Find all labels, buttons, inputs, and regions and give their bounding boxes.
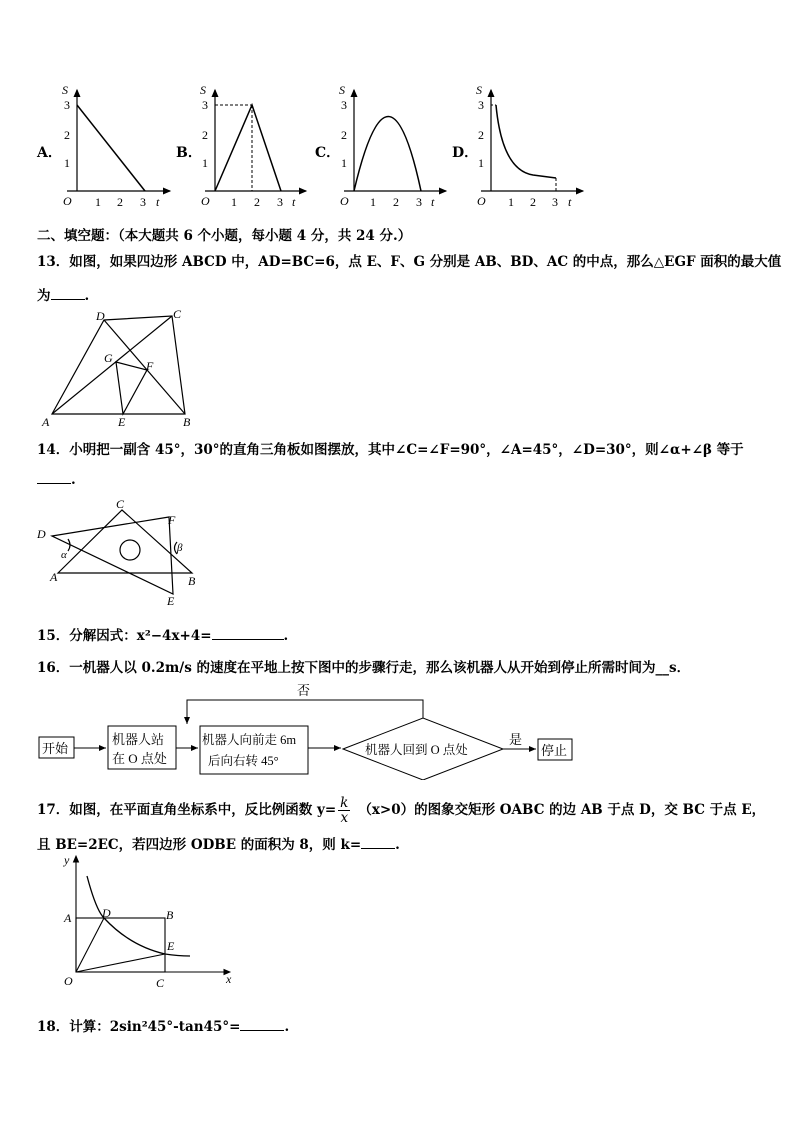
q12-graphs: [0, 80, 794, 215]
graph-b-xtick-3: 3: [277, 195, 283, 209]
q14-label-b: B: [188, 574, 196, 588]
option-b-label: B．: [176, 145, 202, 161]
q17-label-c: C: [156, 976, 165, 990]
graph-b-xtick-2: 2: [254, 195, 260, 209]
graph-d-xtick-2: 2: [530, 195, 536, 209]
graph-b-tick-3: 3: [202, 98, 208, 112]
q13-text-line1: 13．如图，如果四边形 ABCD 中，AD=BC=6，点 E、F、G 分别是 AB、BD、AC 的中点，那么△EGF 面积的最大值: [37, 254, 782, 270]
q17-text-line2: 且 BE=2EC，若四边形 ODBE 的面积为 8，则 k= .: [37, 837, 400, 853]
graph-a-tick-3: 3: [64, 98, 70, 112]
graph-d-xtick-3: 3: [552, 195, 558, 209]
q17-label-b: B: [166, 908, 174, 922]
flow-move-line1: 机器人向前走 6m: [202, 733, 297, 747]
graph-d-t-label: t: [568, 195, 572, 209]
q13-text-line2: 为 .: [37, 288, 90, 304]
q17-label-o: O: [64, 974, 73, 988]
graph-d-curve: [496, 105, 556, 178]
q18-text: 18．计算：2sin²45°-tan45°= .: [37, 1019, 290, 1035]
q17-figure: [40, 850, 240, 995]
flow-decision-text: 机器人回到 O 点处: [365, 743, 468, 757]
graph-c-tick-1: 1: [341, 156, 347, 170]
graph-d-tick-1: 1: [478, 156, 484, 170]
flow-stand-line2: 在 O 点处: [112, 751, 167, 766]
option-c-label: C．: [315, 145, 341, 161]
graph-d-tick-3: 3: [478, 98, 484, 112]
q13-label-e: E: [118, 415, 126, 429]
q17-text-line1: 17．如图，在平面直角坐标系中，反比例函数 y= $\frac{k}{x}$ （x>0）的图象交矩形 OABC 的边 AB 于点 D，交 BC 于点 E，: [37, 795, 766, 826]
graph-b-xtick-1: 1: [231, 195, 237, 209]
q13-label-d: D: [96, 309, 105, 323]
flow-no-label: 否: [297, 683, 311, 698]
q14-label-e: E: [167, 594, 175, 608]
flow-yes-label: 是: [509, 732, 523, 747]
flow-start-text: 开始: [42, 741, 69, 756]
q13-label-b: B: [183, 415, 191, 429]
graph-d-tick-2: 2: [478, 128, 484, 142]
graph-c-tick-2: 2: [341, 128, 347, 142]
graph-d-xtick-1: 1: [508, 195, 514, 209]
q14-answer-blank[interactable]: [37, 483, 71, 484]
graph-a-tick-2: 2: [64, 128, 70, 142]
q15-text: 15．分解因式：x²−4x+4= .: [37, 628, 289, 644]
q14-label-a: A: [50, 570, 58, 584]
graph-b-s-label: S: [200, 83, 206, 97]
q17-label-y: y: [64, 853, 70, 867]
flow-move-line2: 后向右转 45°: [208, 754, 279, 768]
option-a-label: A．: [37, 145, 62, 161]
q13-figure: [30, 302, 230, 432]
graph-a-s-label: S: [62, 83, 68, 97]
graph-a-tick-1: 1: [64, 156, 70, 170]
graph-c: [339, 83, 446, 209]
flow-stand-line1: 机器人站: [112, 732, 165, 747]
q13-answer-blank[interactable]: [51, 299, 85, 300]
graph-d-s-label: S: [476, 83, 482, 97]
graph-a-xtick-2: 2: [117, 195, 123, 209]
option-d-label: D．: [452, 145, 479, 161]
q17-label-d: D: [102, 906, 111, 920]
graph-b: [200, 83, 306, 209]
q14-label-d: D: [37, 527, 46, 541]
q14-text-line2: .: [37, 472, 76, 488]
graph-b-tick-1: 1: [202, 156, 208, 170]
graph-d: [476, 83, 583, 209]
graph-a-origin: O: [63, 194, 72, 208]
graph-c-xtick-3: 3: [416, 195, 422, 209]
q13-label-a: A: [42, 415, 50, 429]
graph-b-tick-2: 2: [202, 128, 208, 142]
q13-label-c: C: [173, 307, 182, 321]
flow-stop-text: 停止: [541, 743, 568, 758]
q14-figure: [30, 494, 210, 612]
graph-a-xtick-1: 1: [95, 195, 101, 209]
q17-fraction: $\frac{k}{x}$: [340, 795, 349, 826]
q13-label-f: F: [146, 359, 154, 373]
q17-label-a: A: [64, 911, 72, 925]
q15-answer-blank[interactable]: [212, 639, 284, 640]
graph-c-xtick-1: 1: [370, 195, 376, 209]
q14-label-f: F: [168, 513, 176, 527]
graph-c-tick-3: 3: [341, 98, 347, 112]
graph-c-xtick-2: 2: [393, 195, 399, 209]
q14-label-c: C: [116, 497, 125, 511]
graph-a-xtick-3: 3: [140, 195, 146, 209]
q14-text-line1: 14．小明把一副含 45°，30°的直角三角板如图摆放，其中∠C=∠F=90°，∠A=45°，∠D=30°，则∠α+∠β 等于: [37, 442, 744, 458]
graph-b-t-label: t: [292, 195, 296, 209]
graph-b-line: [215, 105, 281, 191]
q17-label-e: E: [167, 939, 175, 953]
graph-d-origin: O: [477, 194, 486, 208]
q14-label-alpha: α: [61, 549, 67, 561]
q13-label-g: G: [104, 351, 113, 365]
graph-c-s-label: S: [339, 83, 345, 97]
graph-c-origin: O: [340, 194, 349, 208]
q18-answer-blank[interactable]: [240, 1030, 284, 1031]
graph-a-line: [77, 105, 145, 191]
graph-c-t-label: t: [431, 195, 435, 209]
section-title: 二、填空题：（本大题共 6 个小题，每小题 4 分，共 24 分.）: [37, 228, 412, 244]
graph-a: [62, 83, 170, 209]
q14-label-beta: β: [177, 542, 183, 554]
q17-answer-blank[interactable]: [361, 848, 395, 849]
graph-a-t-label: t: [156, 195, 160, 209]
q17-label-x: x: [226, 972, 232, 986]
graph-c-curve: [354, 117, 421, 192]
q16-text: 16．一机器人以 0.2m/s 的速度在平地上按下图中的步骤行走，那么该机器人从开始到停止所需时间为__s．: [37, 660, 691, 676]
q16-flowchart: [30, 680, 600, 780]
graph-b-origin: O: [201, 194, 210, 208]
